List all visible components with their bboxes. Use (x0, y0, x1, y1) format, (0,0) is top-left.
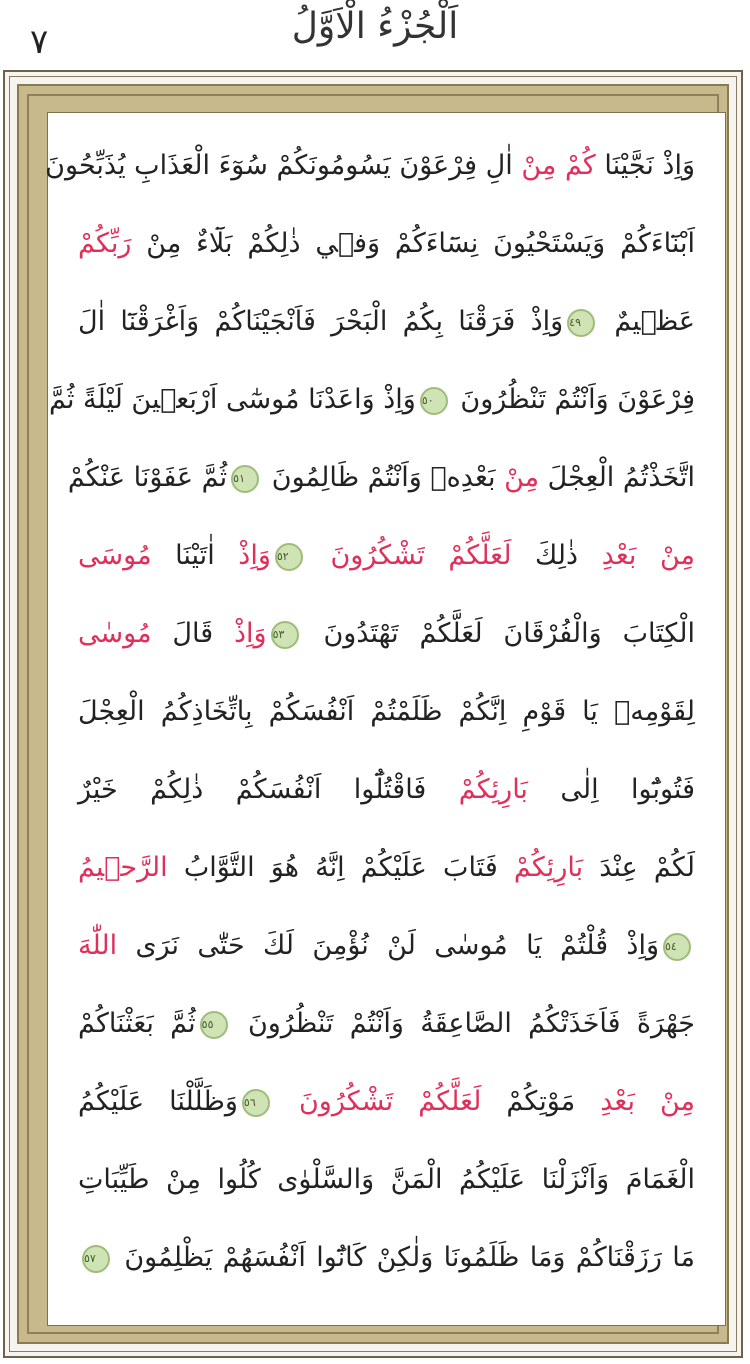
verse-line (78, 1225, 695, 1291)
verse-text-highlighted: مِنْ بَعْدِ (578, 540, 696, 571)
verse-text-highlighted: اللّٰهَ (78, 930, 118, 961)
verse-text: الْكِتَابَ وَالْفُرْقَانَ لَعَلَّكُمْ تَهْتَدُونَ (302, 618, 695, 649)
verse-text: ثُمَّ عَفَوْنَا عَنْكُمْ (67, 462, 228, 493)
verse-text: عَظٖيمٌ (599, 306, 695, 337)
verse-text: وَاِذْ نَجَّيْنَا (595, 150, 695, 181)
verse-line (78, 1069, 695, 1135)
verse-text: لِقَوْمِهٖ يَا قَوْمِ اِنَّكُمْ ظَلَمْتُمْ اَنْفُسَكُمْ بِاتِّخَاذِكُمُ الْعِجْلَ (78, 696, 695, 727)
ayah-number-marker: ٥٠ (420, 387, 448, 415)
verse-text-highlighted: وَاِذْ (214, 540, 271, 571)
verse-text-highlighted: وَاِذْ (213, 618, 267, 649)
verse-line (78, 1147, 695, 1213)
verse-text: الْغَمَامَ وَاَنْزَلْنَا عَلَيْكُمُ الْمَنَّ وَالسَّلْوٰى كُلُوا مِنْ طَيِّبَاتِ (78, 1164, 695, 1195)
verse-text: فَتُوبُٓوا اِلٰى (527, 774, 695, 805)
verse-text-highlighted: الرَّحٖيمُ (78, 852, 168, 883)
verse-text: وَاِذْ قُلْتُمْ يَا مُوسٰى لَنْ نُؤْمِنَ لَكَ حَتّٰى نَرَى (117, 930, 659, 961)
verse-line (78, 523, 695, 589)
quran-text-area (47, 112, 726, 1326)
verse-text: فِرْعَوْنَ وَاَنْتُمْ تَنْظُرُونَ (451, 384, 695, 415)
verse-text-highlighted: مِنْ بَعْدِ (575, 1086, 696, 1117)
verse-text: مَا رَزَقْنَاكُمْ وَمَا ظَلَمُونَا وَلٰكِنْ كَانُٓوا اَنْفُسَهُمْ يَظْلِمُونَ (114, 1242, 695, 1273)
verse-text: لَكُمْ عِنْدَ (583, 852, 696, 883)
ayah-number-marker: ٥٦ (242, 1089, 270, 1117)
verse-line (78, 211, 695, 277)
verse-text: اتَّخَذْتُمُ الْعِجْلَ (539, 462, 695, 493)
page-number: ٧ (30, 22, 49, 62)
verse-text: اٰلِ فِرْعَوْنَ يَسُومُونَكُمْ سُوٓءَ الْعَذَابِ يُذَبِّحُونَ (45, 150, 513, 181)
verse-line (78, 757, 695, 823)
verse-line (67, 445, 695, 511)
verse-text-highlighted: بَارِئِكُمْ (497, 852, 584, 883)
verse-line (78, 679, 695, 745)
juz-title: اَلْجُزْءُ الْاَوَّلُ (291, 6, 459, 47)
verse-text-highlighted: مُوسٰى (78, 618, 152, 649)
verse-line (45, 133, 695, 199)
verse-text-highlighted: مِنْ (495, 462, 540, 493)
verse-text: فَاقْتُلُٓوا اَنْفُسَكُمْ ذٰلِكُمْ خَيْرٌ (78, 774, 427, 805)
verse-text: وَاِذْ وَاعَدْنَا مُوسٰٓى اَرْبَعٖينَ لَيْلَةً ثُمَّ (48, 384, 416, 415)
verse-line (78, 601, 695, 667)
verse-text: مَوْتِكُمْ (481, 1086, 576, 1117)
verse-text: اٰتَيْنَا (151, 540, 215, 571)
verse-text: اَبْنَٓاءَكُمْ وَيَسْتَحْيُونَ نِسَٓاءَكُمْ وَفٖي ذٰلِكُمْ بَلَٓاءٌ مِنْ (131, 228, 695, 259)
verse-text-highlighted: رَبِّكُمْ (78, 228, 132, 259)
verse-text-highlighted: كُمْ مِنْ (512, 150, 596, 181)
verse-text: ثُمَّ بَعَثْنَاكُمْ (78, 1008, 196, 1039)
verse-text: بَعْدِهٖ وَاَنْتُمْ ظَالِمُونَ (263, 462, 496, 493)
ayah-number-marker: ٥٤ (663, 933, 691, 961)
verse-text-highlighted: لَعَلَّكُمْ تَشْكُرُونَ (306, 540, 512, 571)
ayah-number-marker: ٥١ (231, 465, 259, 493)
verse-text: ذٰلِكَ (511, 540, 579, 571)
verse-lines (45, 133, 696, 1305)
verse-text: قَالَ (151, 618, 214, 649)
ayah-number-marker: ٥٣ (271, 621, 299, 649)
verse-line (78, 835, 695, 901)
verse-text-highlighted: لَعَلَّكُمْ تَشْكُرُونَ (273, 1086, 482, 1117)
ayah-number-marker: ٥٢ (275, 543, 303, 571)
verse-text: وَظَلَّلْنَا عَلَيْكُمُ (78, 1086, 238, 1117)
ayah-number-marker: ٥٥ (200, 1011, 228, 1039)
ayah-number-marker: ٤٩ (567, 309, 595, 337)
verse-text: جَهْرَةً فَاَخَذَتْكُمُ الصَّاعِقَةُ وَاَنْتُمْ تَنْظُرُونَ (231, 1008, 696, 1039)
verse-line (48, 367, 695, 433)
page-header (0, 0, 750, 68)
verse-line (78, 289, 695, 355)
verse-text: وَاِذْ فَرَقْنَا بِكُمُ الْبَحْرَ فَاَنْجَيْنَاكُمْ وَاَغْرَقْنَٓا اٰلَ (78, 306, 564, 337)
ayah-number-marker: ٥٧ (82, 1245, 110, 1273)
verse-line (78, 913, 695, 979)
verse-text: فَتَابَ عَلَيْكُمْ اِنَّهُ هُوَ التَّوَّابُ (167, 852, 498, 883)
verse-text-highlighted: بَارِئِكُمْ (426, 774, 528, 805)
verse-line (78, 991, 695, 1057)
verse-text-highlighted: مُوسَى (78, 540, 152, 571)
